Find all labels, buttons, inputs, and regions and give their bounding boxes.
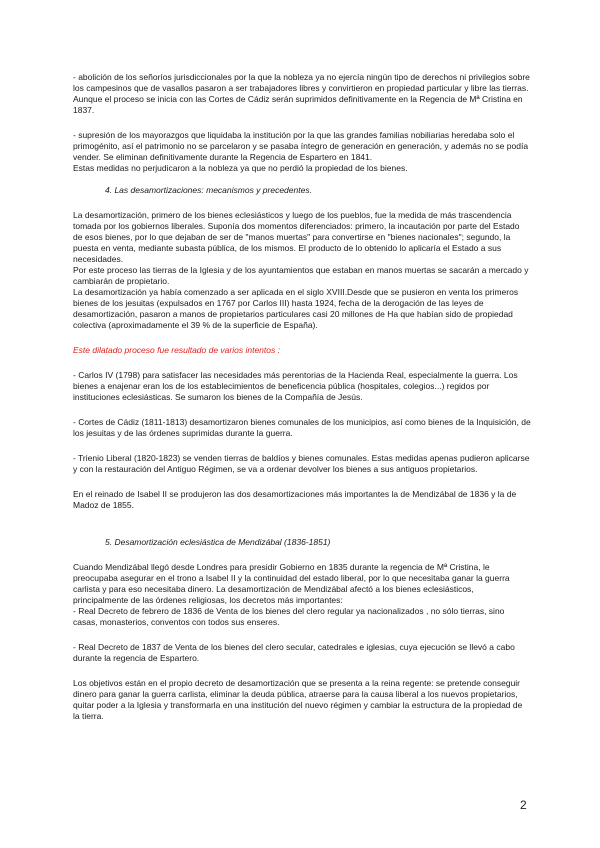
paragraph-desamortizacion-intro: La desamortización, primero de los bienes eclesiásticos y luego de los pueblos, fue la medida de más trascendencia tomada por los gobiernos liberales. Suponía dos momentos diferenciados: primero, la incautación por parte del Estado de esos bienes, por lo que dejaban de ser de "manos muertas" para convertirse en "bienes nacionales"; segundo, la puesta en venta, mediante subasta pública, de los mismos. El producto de lo obtenido lo aplicaría el Estado a sus necesidades. — [73, 210, 520, 264]
paragraph-siglo-xviii: La desamortización ya había comenzado a ser aplicada en el siglo XVIII.Desde que se pusieron en venta los primeros bienes de los jesuitas (expulsados en 1767 por Carlos III) hasta 1924, fecha de la derogación de las leyes de desamortización, pasaron a manos de propietarios particulares casi 20 millones de Ha que habían sido de propiedad colectiva (aproximadamente el 39 % de la superficie de España). — [73, 287, 519, 330]
section-heading-5: 5. Desamortización eclesiástica de Mendizábal (1836-1851) — [105, 537, 331, 547]
paragraph-decreto-1837: - Real Decreto de 1837 de Venta de los bienes del clero secular, catedrales e iglesias, cuya ejecución se llevó a cabo durante la regencia de Espartero. — [73, 642, 515, 663]
paragraph-isabel-ii: En el reinado de Isabel II se produjeron las dos desamortizaciones más importantes la de Mendizábal de 1836 y la de Madoz de 1855. — [73, 489, 517, 510]
paragraph-proceso: Por este proceso las tierras de la Iglesia y de los ayuntamientos que estaban en manos muertas se sacarán a mercado y cambiarán de propietario. — [73, 265, 529, 286]
paragraph-mendizabal: Cuando Mendizábal llegó desde Londres para presidir Gobierno en 1835 durante la regencia de Mª Cristina, le preocupaba asegurar en el trono a Isabel II y la continuidad del estado liberal, por lo que necesitaba ganar la guerra carlista y para eso necesitaba dinero. La desamortización de Mendizábal afectó a los bienes eclesiásticos, principalmente de las órdenes religiosas, los decretos más importantes: — [73, 562, 510, 605]
page-number: 2 — [520, 798, 527, 812]
paragraph-senorios: - abolición de los señoríos jurisdiccionales por la que la nobleza ya no ejercía ningún tipo de derechos ni privilegios sobre los campesinos que de vasallos pasaron a ser trabajadores libres y convirtieron en propiedad particular y libre las tierras. Aunque el proceso se inicia con las Cortes de Cádiz serán suprimidos definitivamente en la Regencia de Mª Cristina en 1837. — [73, 72, 530, 115]
paragraph-carlos-iv: - Carlos IV (1798) para satisfacer las necesidades más perentorias de la Hacienda Real, especialmente la guerra. Los bienes a enajenar eran los de los establecimientos de beneficencia pública (hospitales, colegios...) regidos por instituciones eclesiásticas. Se sumaron los bienes de la Compañía de Jesús. — [73, 370, 518, 402]
paragraph-trienio-liberal: - Trienio Liberal (1820-1823) se venden tierras de baldíos y bienes comunales. Estas medidas apenas pudieron aplicarse y con la restauración del Antiguo Régimen, se va a ordenar devolver los bienes a sus antiguos propietarios. — [73, 453, 530, 474]
highlighted-intentos: Este dilatado proceso fue resultado de varios intentos : — [73, 345, 280, 355]
paragraph-decreto-1836: - Real Decreto de febrero de 1836 de Venta de los bienes del clero regular ya nacionalizados , no sólo tierras, sino casas, monasterios, conventos con todos sus enseres. — [73, 606, 505, 627]
document-body — [73, 72, 531, 722]
paragraph-nobleza: Estas medidas no perjudicaron a la nobleza ya que no perdió la propiedad de los bienes. — [73, 163, 408, 173]
paragraph-mayorazgos: - supresión de los mayorazgos que liquidaba la institución por la que las grandes familias nobiliarias heredaba solo el primogénito, así el patrimonio no se parcelaron y se pasaba íntegro de generación en generación, y además no se podía vender. Se eliminan definitivamente durante la Regencia de Espartero en 1841. — [73, 130, 529, 162]
paragraph-cortes-cadiz: - Cortes de Cádiz (1811-1813) desamortizaron bienes comunales de los municipios, así como bienes de la Inquisición, de los jesuitas y de las órdenes suprimidas durante la guerra. — [73, 417, 531, 438]
section-heading-4: 4. Las desamortizaciones: mecanismos y precedentes. — [105, 185, 312, 195]
paragraph-objetivos: Los objetivos están en el propio decreto de desamortización que se presenta a la reina regente: se pretende conseguir dinero para ganar la guerra carlista, eliminar la deuda pública, atraerse para la causa liberal a los nuevos propietarios, quitar poder a la Iglesia y transformarla en una institución del nuevo régimen y cambiar la estructura de la propiedad de la tierra. — [73, 678, 523, 721]
